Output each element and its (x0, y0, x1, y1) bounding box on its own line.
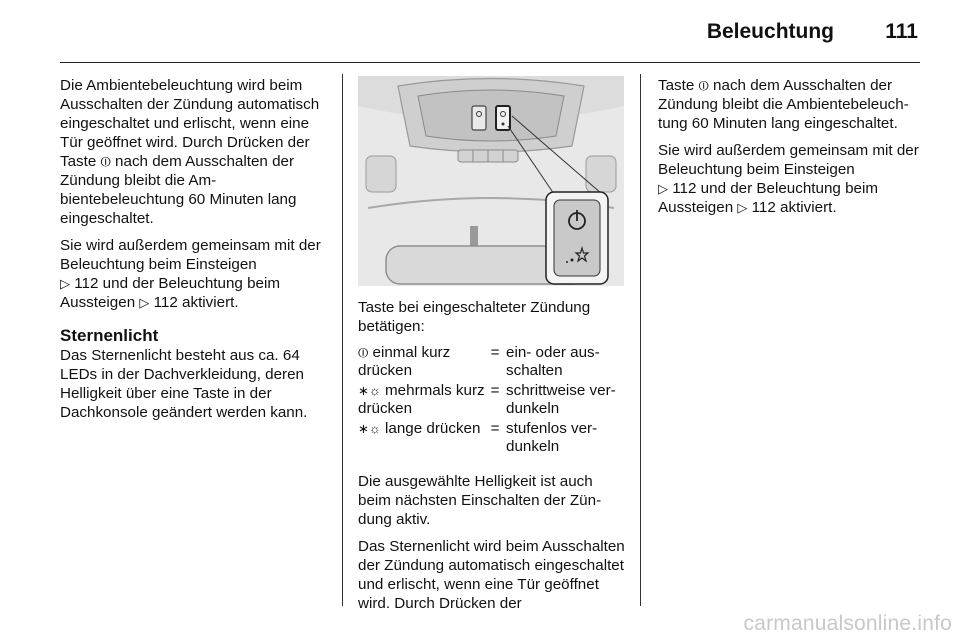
action-cell: ∗☼ mehrmals kurz drücken (358, 382, 485, 417)
right-column (658, 76, 928, 225)
table-row (358, 382, 626, 420)
star-dim-icon: ∗☼ (358, 421, 381, 436)
page-ref-arrow-icon: ▷ (60, 276, 70, 291)
action-cell: ∗☼ lange drücken (358, 420, 481, 437)
power-icon: ⏼ (698, 78, 709, 93)
column-divider-2 (640, 74, 641, 606)
header-divider (60, 62, 920, 63)
star-dim-icon: ∗☼ (358, 383, 381, 398)
ambient-light-paragraph: Die Ambientebeleuchtung wird beim Ausschalten der Zündung automatisch eingeschaltet und erlischt, wenn eine Tür geöffnet wird. Durch Drücken der Taste ⏼ nach dem Ausschalten der Zündung bleibt die Ambientebeleuchtung 60 Minuten lang eingeschaltet. (60, 77, 320, 227)
left-column (60, 76, 330, 430)
column-divider-1 (342, 74, 343, 606)
result-cell: stufenlos verdunkeln (506, 420, 598, 455)
brightness-memory-paragraph: Die ausgewählte Helligkeit ist auch beim nächsten Einschalten der Zündung aktiv. (358, 473, 602, 528)
entry-exit-lighting-paragraph: Sie wird außerdem gemeinsam mit der Beleuchtung beim Einsteigen ▷ 112 und der Beleuchtung beim Aussteigen ▷ 112 aktiviert. (658, 142, 919, 216)
equals-sign: = (490, 344, 500, 361)
table-row (358, 344, 626, 382)
roof-console-illustration (358, 76, 624, 286)
page-ref-link[interactable]: 112 (74, 275, 99, 292)
equals-sign: = (490, 382, 500, 399)
header-title: Beleuchtung (706, 20, 834, 43)
power-icon: ⏼ (100, 154, 111, 169)
section-heading: Sternenlicht (60, 326, 159, 345)
figure-caption: Taste bei eingeschalteter Zündung betätigen: (358, 299, 591, 335)
page-ref-arrow-icon: ▷ (658, 181, 668, 196)
star-light-paragraph: Das Sternenlicht besteht aus ca. 64 LEDs in der Dachverkleidung, deren Helligkeit über eine Taste in der Dachkonsole geändert werden kann. (60, 347, 308, 421)
page-ref-link[interactable]: 112 (751, 199, 776, 216)
page-number: 111 (885, 20, 918, 43)
page-ref-arrow-icon: ▷ (737, 200, 748, 215)
action-cell: ⏼ einmal kurz drücken (358, 344, 451, 379)
star-light-auto-paragraph: Das Sternenlicht wird beim Ausschalten der Zündung automatisch eingeschaltet und erlischt, wenn eine Tür geöffnet wird. Durch Drücken der (358, 538, 625, 612)
table-row (358, 420, 626, 458)
page-ref-arrow-icon: ▷ (139, 295, 150, 310)
page-ref-link[interactable]: 112 (153, 294, 178, 311)
page-ref-link[interactable]: 112 (672, 180, 697, 197)
entry-exit-lighting-paragraph: Sie wird außerdem gemeinsam mit der Beleuchtung beim Einsteigen ▷ 112 und der Beleuchtung beim Aussteigen ▷ 112 aktiviert. (60, 237, 321, 311)
equals-sign: = (490, 420, 500, 437)
middle-column (358, 76, 626, 621)
power-icon: ⏼ (358, 345, 369, 360)
result-cell: schrittweise verdunkeln (506, 382, 616, 417)
result-cell: ein- oder ausschalten (506, 344, 600, 379)
watermark: carmanualsonline.info (743, 612, 952, 635)
star-light-timer-paragraph: Taste ⏼ nach dem Ausschalten der Zündung bleibt die Ambientebeleuchtung 60 Minuten lang eingeschaltet. (658, 77, 909, 132)
operation-table (358, 344, 626, 458)
